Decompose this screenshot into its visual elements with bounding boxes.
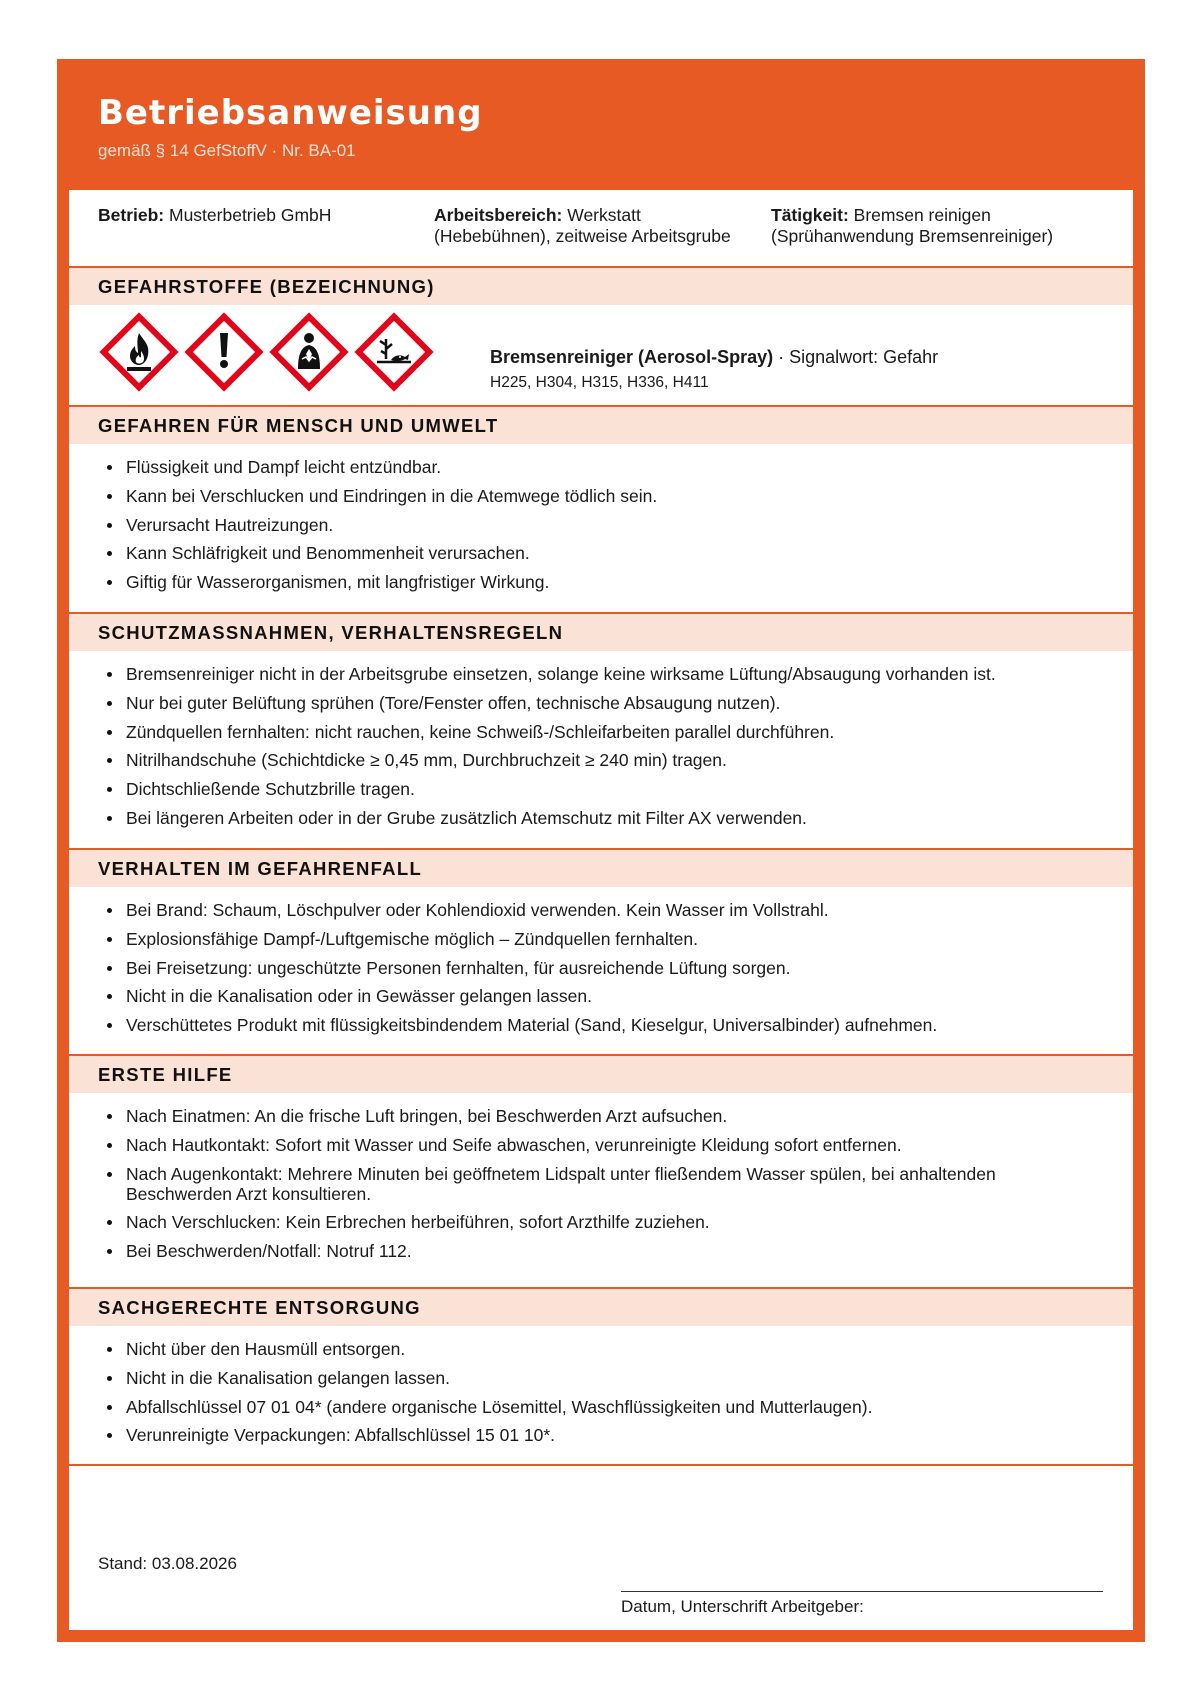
schutz-list (69, 664, 1069, 837)
gefahrenfall-list (69, 900, 1069, 1044)
list-item: Nicht in die Kanalisation oder in Gewässer gelangen lassen. (69, 986, 1069, 1006)
flame-icon (98, 311, 180, 393)
list-item: Nur bei guter Belüftung sprühen (Tore/Fenster offen, technische Absaugung nutzen). (69, 693, 1069, 713)
substance-name: Bremsenreiniger (Aerosol-Spray) (490, 347, 774, 367)
arbeitsbereich-label: Arbeitsbereich: (434, 205, 563, 225)
section-heading-gefahrenfall: VERHALTEN IM GEFAHRENFALL (69, 850, 1133, 887)
list-item: Bremsenreiniger nicht in der Arbeitsgrube einsetzen, solange keine wirksame Lüftung/Absaugung vorhanden ist. (69, 664, 1069, 684)
health-hazard-icon (268, 311, 350, 393)
list-item: Abfallschlüssel 07 01 04* (andere organische Lösemittel, Waschflüssigkeiten und Mutterlaugen). (69, 1397, 1069, 1417)
list-item: Nicht über den Hausmüll entsorgen. (69, 1339, 1069, 1359)
erste-hilfe-list (69, 1106, 1069, 1270)
signature-label: Datum, Unterschrift Arbeitgeber: (621, 1597, 864, 1616)
list-item: Verursacht Hautreizungen. (69, 515, 1069, 535)
taetigkeit-label: Tätigkeit: (771, 205, 849, 225)
list-item: Bei Beschwerden/Notfall: Notruf 112. (69, 1241, 1069, 1261)
list-item: Nicht in die Kanalisation gelangen lassen. (69, 1368, 1069, 1388)
betrieb-info (98, 205, 398, 226)
betrieb-label: Betrieb: (98, 205, 165, 225)
section-heading-gefahren: GEFAHREN FÜR MENSCH UND UMWELT (69, 407, 1133, 444)
list-item: Flüssigkeit und Dampf leicht entzündbar. (69, 457, 1069, 477)
list-item: Kann Schläfrigkeit und Benommenheit verursachen. (69, 543, 1069, 563)
h-codes: H225, H304, H315, H336, H411 (490, 374, 709, 391)
list-item: Bei längeren Arbeiten oder in der Grube zusätzlich Atemschutz mit Filter AX verwenden. (69, 808, 1069, 828)
substance-line (490, 347, 938, 368)
section-heading-erste-hilfe: ERSTE HILFE (69, 1056, 1133, 1093)
list-item: Kann bei Verschlucken und Eindringen in die Atemwege tödlich sein. (69, 486, 1069, 506)
list-item: Bei Brand: Schaum, Löschpulver oder Kohlendioxid verwenden. Kein Wasser im Vollstrahl. (69, 900, 1069, 920)
document-frame (57, 59, 1145, 1642)
entsorgung-list (69, 1339, 1069, 1454)
exclamation-mark-icon (183, 311, 265, 393)
info-row (69, 190, 1133, 268)
list-item: Nach Einatmen: An die frische Luft bringen, bei Beschwerden Arzt aufsuchen. (69, 1106, 1069, 1126)
list-item: Bei Freisetzung: ungeschützte Personen fernhalten, für ausreichende Lüftung sorgen. (69, 958, 1069, 978)
list-item: Giftig für Wasserorganismen, mit langfristiger Wirkung. (69, 572, 1069, 592)
list-item: Explosionsfähige Dampf-/Luftgemische möglich – Zündquellen fernhalten. (69, 929, 1069, 949)
list-item: Nach Augenkontakt: Mehrere Minuten bei geöffnetem Lidspalt unter fließendem Wasser spülen, bei anhaltenden Beschwerden Arzt konsultieren. (69, 1164, 1069, 1204)
taetigkeit-info (771, 205, 1111, 247)
page-title: Betriebsanweisung (98, 93, 483, 133)
section-heading-entsorgung: SACHGERECHTE ENTSORGUNG (69, 1289, 1133, 1326)
list-item: Verunreinigte Verpackungen: Abfallschlüssel 15 01 10*. (69, 1425, 1069, 1445)
arbeitsbereich-value-line2: (Hebebühnen), zeitweise Arbeitsgrube (434, 226, 731, 246)
list-item: Nach Hautkontakt: Sofort mit Wasser und Seife abwaschen, verunreinigte Kleidung sofort entfernen. (69, 1135, 1069, 1155)
betrieb-value: Musterbetrieb GmbH (169, 205, 332, 225)
arbeitsbereich-info (434, 205, 764, 247)
taetigkeit-value-line2: (Sprühanwendung Bremsenreiniger) (771, 226, 1054, 246)
document-body (69, 190, 1133, 1630)
section-heading-gefahrstoffe: GEFAHRSTOFFE (BEZEICHNUNG) (69, 268, 1133, 305)
list-item: Nitrilhandschuhe (Schichtdicke ≥ 0,45 mm, Durchbruchzeit ≥ 240 min) tragen. (69, 750, 1069, 770)
environment-icon (353, 311, 435, 393)
list-item: Nach Verschlucken: Kein Erbrechen herbeiführen, sofort Arzthilfe zuziehen. (69, 1212, 1069, 1232)
arbeitsbereich-value: Werkstatt (567, 205, 641, 225)
signal-word: · Signalwort: Gefahr (773, 347, 939, 367)
page-subtitle: gemäß § 14 GefStoffV · Nr. BA-01 (98, 141, 356, 160)
list-item: Zündquellen fernhalten: nicht rauchen, keine Schweiß-/Schleifarbeiten parallel durchführen. (69, 722, 1069, 742)
section-heading-schutz: SCHUTZMASSNAHMEN, VERHALTENSREGELN (69, 614, 1133, 651)
gefahren-list (69, 457, 1069, 601)
signature-line (621, 1591, 1103, 1592)
taetigkeit-value: Bremsen reinigen (853, 205, 991, 225)
section-divider (69, 1464, 1133, 1466)
list-item: Verschüttetes Produkt mit flüssigkeitsbindendem Material (Sand, Kieselgur, Universalbinder) aufnehmen. (69, 1015, 1069, 1035)
stand-date: Stand: 03.08.2026 (98, 1554, 237, 1573)
list-item: Dichtschließende Schutzbrille tragen. (69, 779, 1069, 799)
